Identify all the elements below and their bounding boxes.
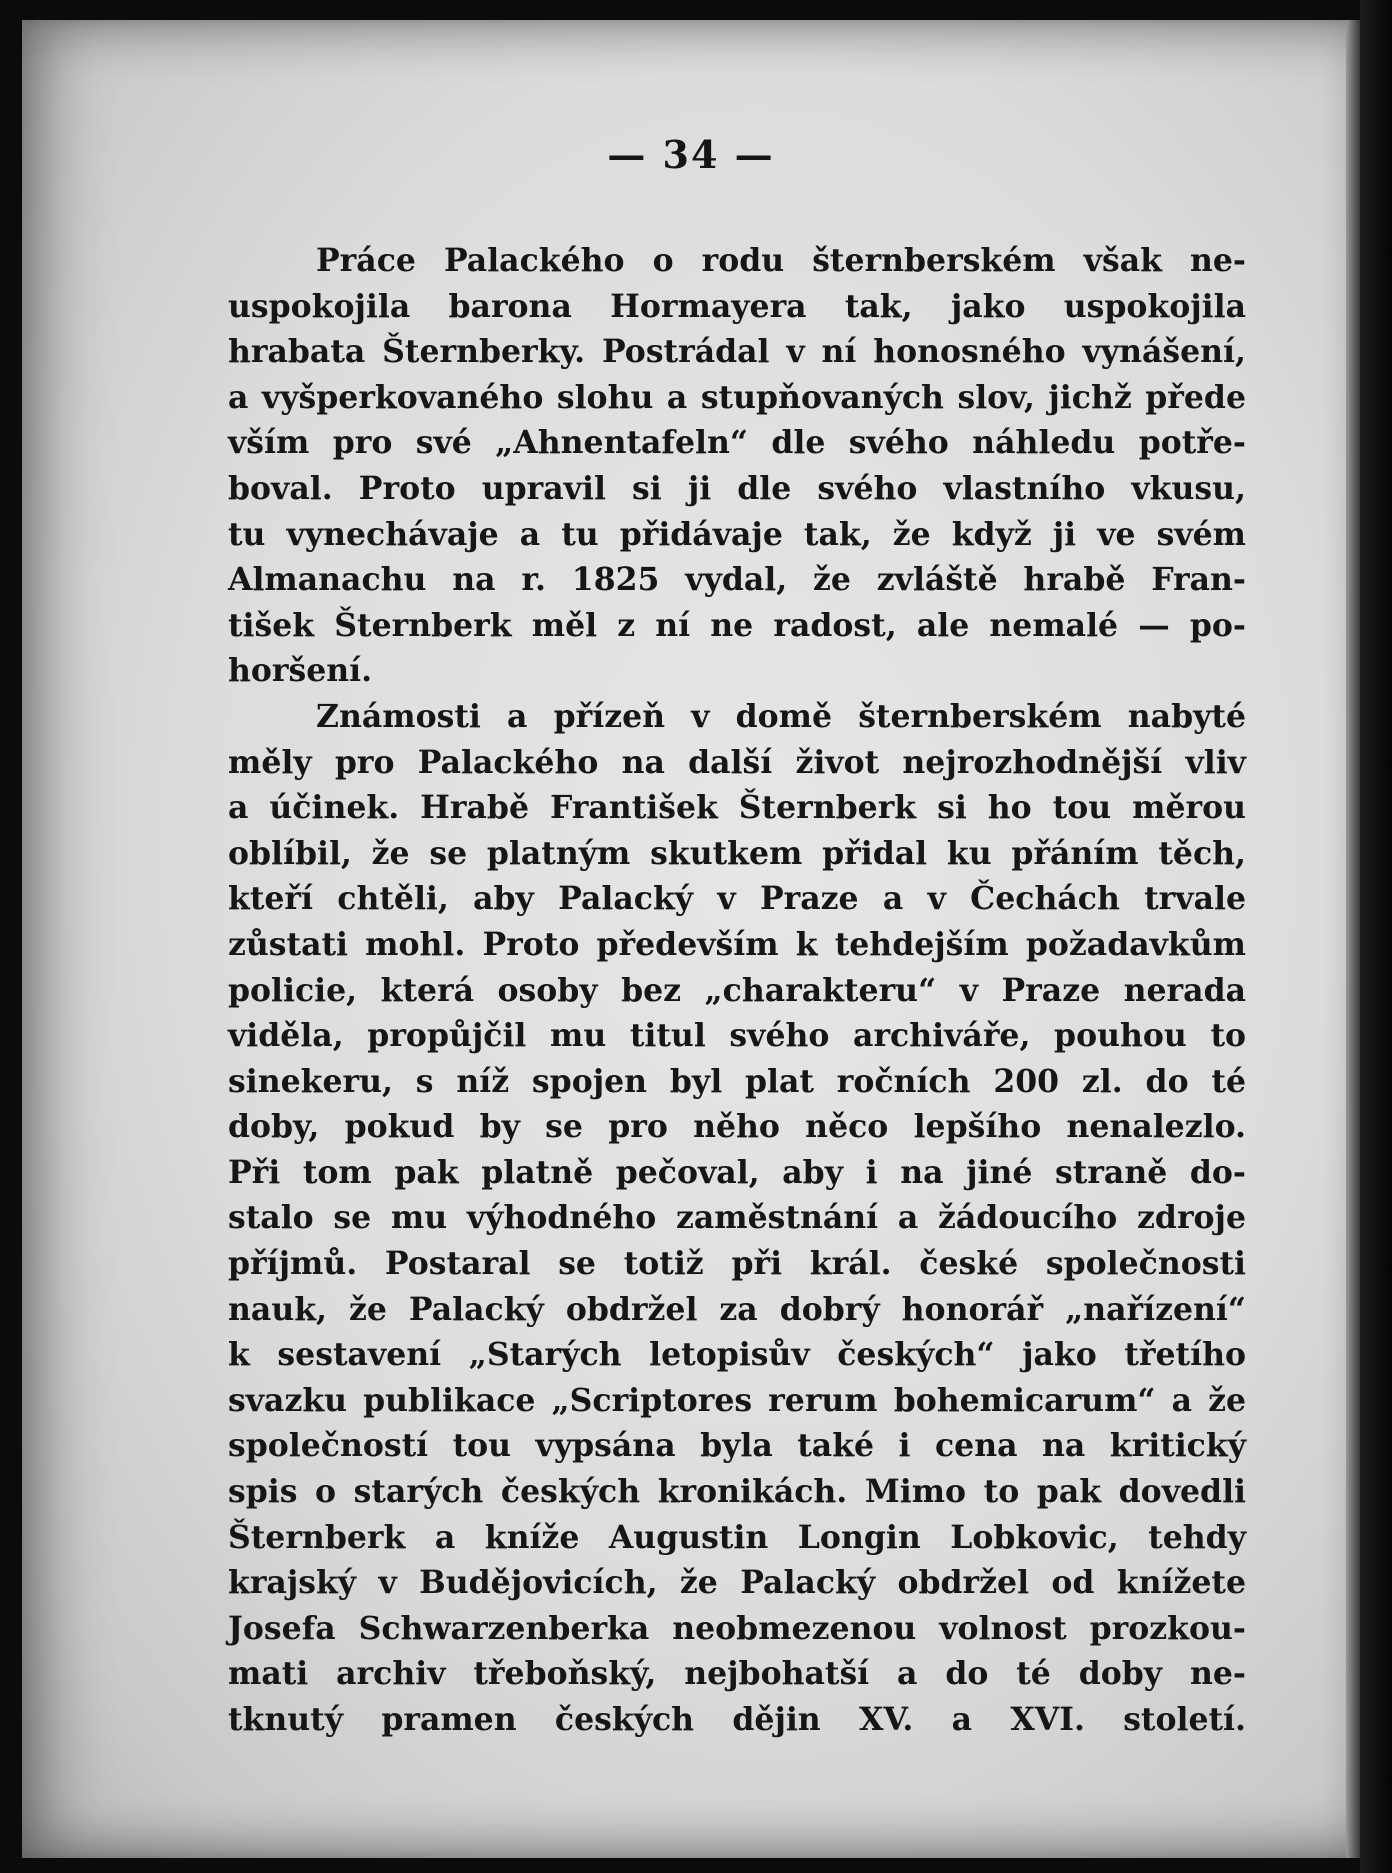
page-number: — 34 —	[607, 132, 775, 177]
text-line: příjmů. Postaral se totiž při král. české společnosti	[228, 1245, 1246, 1283]
text-line: spis o starých českých kronikách. Mimo to pak dovedli	[228, 1473, 1246, 1511]
text-line: stalo se mu výhodného zaměstnání a žádoucího zdroje	[228, 1199, 1246, 1237]
text-line: zůstati mohl. Proto především k tehdejším požadavkům	[228, 925, 1246, 963]
text-line: kteří chtěli, aby Palacký v Praze a v Čechách trvale	[228, 880, 1246, 918]
text-line: horšení.	[228, 652, 373, 690]
scan-border	[1360, 0, 1392, 1873]
text-line: hrabata Šternberky. Postrádal v ní honosného vynášení,	[228, 333, 1246, 371]
text-line: policie, která osoby bez „charakteru“ v Praze nerada	[228, 971, 1246, 1009]
text-line: viděla, propůjčil mu titul svého archiváře, pouhou to	[228, 1017, 1246, 1055]
text-line: společností tou vypsána byla také i cena na kritický	[228, 1427, 1246, 1465]
text-line: krajský v Budějovicích, že Palacký obdržel od knížete	[228, 1564, 1246, 1602]
text-line: Almanachu na r. 1825 vydal, že zvláště hrabě Fran-	[228, 561, 1246, 599]
text-line: a vyšperkovaného slohu a stupňovaných slov, jichž přede	[228, 378, 1246, 416]
text-line: Práce Palackého o rodu šternberském však ne-	[316, 242, 1246, 279]
page-edge-shadow	[1346, 20, 1360, 1858]
text-line: tišek Šternberk měl z ní ne radost, ale nemalé — po-	[228, 606, 1246, 644]
body-text	[228, 238, 1246, 1743]
text-line: nauk, že Palacký obdržel za dobrý honorář „nařízení“	[228, 1290, 1246, 1328]
text-line: doby, pokud by se pro něho něco lepšího nenalezlo.	[228, 1108, 1246, 1146]
text-line: a účinek. Hrabě František Šternberk si ho tou měrou	[228, 789, 1246, 827]
text-line: Josefa Schwarzenberka neobmezenou volnost prozkou-	[228, 1609, 1246, 1647]
book-page	[22, 20, 1360, 1858]
text-line: k sestavení „Starých letopisův českých“ jako třetího	[228, 1336, 1246, 1374]
text-line: tu vynechávaje a tu přidávaje tak, že když ji ve svém	[228, 515, 1246, 553]
text-line: měly pro Palackého na další život nejrozhodnější vliv	[228, 743, 1246, 781]
text-line: sinekeru, s níž spojen byl plat ročních 200 zl. do té	[228, 1062, 1246, 1100]
text-line: oblíbil, že se platným skutkem přidal ku přáním těch,	[228, 834, 1246, 872]
text-line: uspokojila barona Hormayera tak, jako uspokojila	[228, 287, 1246, 325]
text-line: mati archiv třeboňský, nejbohatší a do té doby ne-	[228, 1655, 1246, 1693]
text-line: tknutý pramen českých dějin XV. a XVI. století.	[228, 1701, 1246, 1738]
text-line: vším pro své „Ahnentafeln“ dle svého náhledu potře-	[228, 424, 1246, 462]
text-line: Známosti a přízeň v domě šternberském nabyté	[316, 697, 1246, 735]
text-line: Při tom pak platně pečoval, aby i na jiné straně do-	[228, 1153, 1246, 1191]
text-line: boval. Proto upravil si ji dle svého vlastního vkusu,	[228, 469, 1246, 507]
text-line: svazku publikace „Scriptores rerum bohemicarum“ a že	[228, 1381, 1246, 1419]
text-line: Šternberk a kníže Augustin Longin Lobkovic, tehdy	[228, 1518, 1246, 1556]
